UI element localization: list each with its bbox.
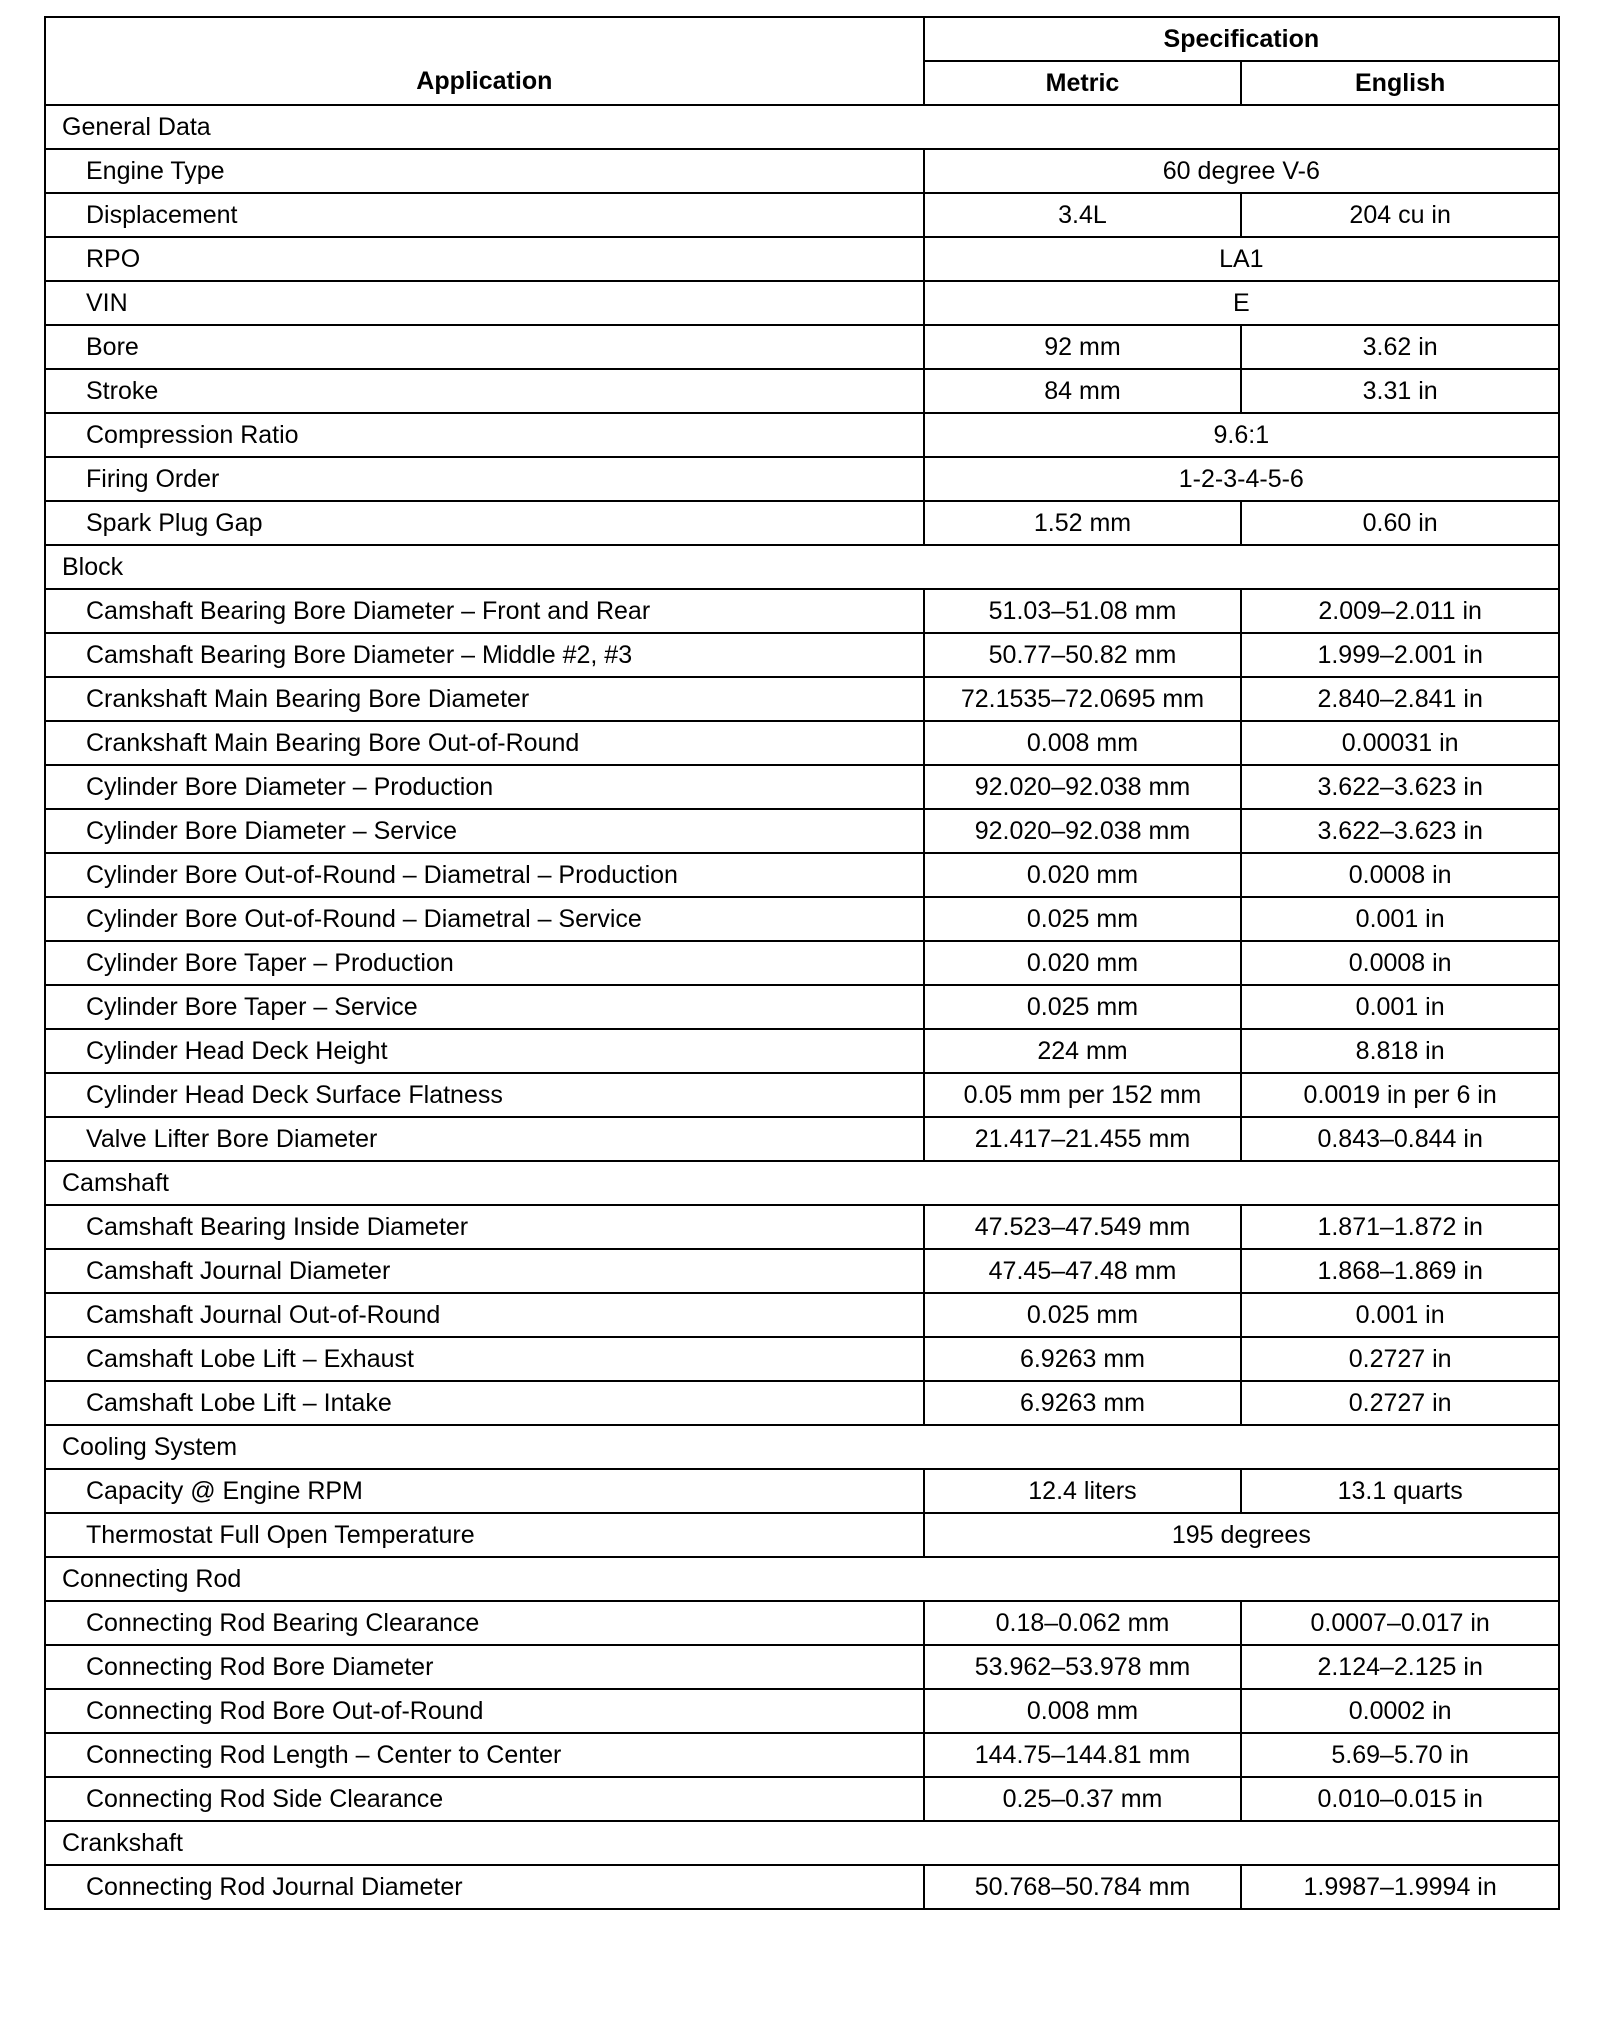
table-row bbox=[45, 853, 1559, 897]
table-row bbox=[45, 413, 1559, 457]
english-cell: 1.868–1.869 in bbox=[1241, 1249, 1559, 1293]
table-row bbox=[45, 1293, 1559, 1337]
application-cell: Connecting Rod Bore Diameter bbox=[45, 1645, 924, 1689]
english-cell: 3.622–3.623 in bbox=[1241, 809, 1559, 853]
metric-cell: 3.4L bbox=[924, 193, 1242, 237]
table-row bbox=[45, 985, 1559, 1029]
metric-cell: 0.025 mm bbox=[924, 985, 1242, 1029]
application-cell: Thermostat Full Open Temperature bbox=[45, 1513, 924, 1557]
section-row bbox=[45, 1425, 1559, 1469]
application-cell: RPO bbox=[45, 237, 924, 281]
metric-cell: 92.020–92.038 mm bbox=[924, 809, 1242, 853]
metric-cell: 92 mm bbox=[924, 325, 1242, 369]
section-row bbox=[45, 1557, 1559, 1601]
table-row bbox=[45, 149, 1559, 193]
english-cell: 1.871–1.872 in bbox=[1241, 1205, 1559, 1249]
metric-cell: 72.1535–72.0695 mm bbox=[924, 677, 1242, 721]
english-cell: 5.69–5.70 in bbox=[1241, 1733, 1559, 1777]
table-row bbox=[45, 1381, 1559, 1425]
spec-value-cell: 9.6:1 bbox=[924, 413, 1559, 457]
table-row bbox=[45, 1645, 1559, 1689]
table-row bbox=[45, 281, 1559, 325]
metric-cell: 0.18–0.062 mm bbox=[924, 1601, 1242, 1645]
table-row bbox=[45, 1205, 1559, 1249]
spec-table bbox=[44, 16, 1560, 1910]
metric-cell: 0.025 mm bbox=[924, 897, 1242, 941]
application-header: Application bbox=[45, 17, 924, 105]
english-cell: 3.622–3.623 in bbox=[1241, 765, 1559, 809]
spec-value-cell: E bbox=[924, 281, 1559, 325]
english-cell: 0.010–0.015 in bbox=[1241, 1777, 1559, 1821]
section-row bbox=[45, 1821, 1559, 1865]
metric-cell: 47.45–47.48 mm bbox=[924, 1249, 1242, 1293]
table-header bbox=[45, 17, 1559, 105]
table-body bbox=[45, 105, 1559, 1909]
application-cell: Camshaft Bearing Inside Diameter bbox=[45, 1205, 924, 1249]
english-cell: 0.60 in bbox=[1241, 501, 1559, 545]
table-row bbox=[45, 1865, 1559, 1909]
spec-value-cell: LA1 bbox=[924, 237, 1559, 281]
english-cell: 0.0019 in per 6 in bbox=[1241, 1073, 1559, 1117]
english-cell: 13.1 quarts bbox=[1241, 1469, 1559, 1513]
application-cell: Camshaft Journal Out-of-Round bbox=[45, 1293, 924, 1337]
table-row bbox=[45, 1733, 1559, 1777]
table-row bbox=[45, 1249, 1559, 1293]
table-row bbox=[45, 457, 1559, 501]
application-cell: Compression Ratio bbox=[45, 413, 924, 457]
table-row bbox=[45, 721, 1559, 765]
table-row bbox=[45, 1469, 1559, 1513]
english-cell: 8.818 in bbox=[1241, 1029, 1559, 1073]
metric-cell: 1.52 mm bbox=[924, 501, 1242, 545]
spec-value-cell: 1-2-3-4-5-6 bbox=[924, 457, 1559, 501]
application-cell: Cylinder Head Deck Height bbox=[45, 1029, 924, 1073]
metric-cell: 50.77–50.82 mm bbox=[924, 633, 1242, 677]
metric-cell: 84 mm bbox=[924, 369, 1242, 413]
application-cell: Bore bbox=[45, 325, 924, 369]
section-title: Cooling System bbox=[45, 1425, 1559, 1469]
english-cell: 0.0008 in bbox=[1241, 853, 1559, 897]
spec-value-cell: 60 degree V-6 bbox=[924, 149, 1559, 193]
metric-cell: 0.020 mm bbox=[924, 941, 1242, 985]
metric-cell: 0.008 mm bbox=[924, 1689, 1242, 1733]
table-row bbox=[45, 809, 1559, 853]
application-cell: Displacement bbox=[45, 193, 924, 237]
metric-cell: 12.4 liters bbox=[924, 1469, 1242, 1513]
section-title: Camshaft bbox=[45, 1161, 1559, 1205]
application-cell: VIN bbox=[45, 281, 924, 325]
english-cell: 0.00031 in bbox=[1241, 721, 1559, 765]
table-row bbox=[45, 501, 1559, 545]
english-cell: 0.0008 in bbox=[1241, 941, 1559, 985]
table-row bbox=[45, 369, 1559, 413]
application-cell: Crankshaft Main Bearing Bore Out-of-Round bbox=[45, 721, 924, 765]
application-cell: Spark Plug Gap bbox=[45, 501, 924, 545]
metric-cell: 0.020 mm bbox=[924, 853, 1242, 897]
metric-cell: 21.417–21.455 mm bbox=[924, 1117, 1242, 1161]
application-cell: Connecting Rod Side Clearance bbox=[45, 1777, 924, 1821]
application-cell: Valve Lifter Bore Diameter bbox=[45, 1117, 924, 1161]
application-cell: Cylinder Bore Out-of-Round – Diametral – Production bbox=[45, 853, 924, 897]
metric-cell: 51.03–51.08 mm bbox=[924, 589, 1242, 633]
metric-cell: 6.9263 mm bbox=[924, 1381, 1242, 1425]
application-cell: Crankshaft Main Bearing Bore Diameter bbox=[45, 677, 924, 721]
english-cell: 0.0007–0.017 in bbox=[1241, 1601, 1559, 1645]
english-cell: 0.001 in bbox=[1241, 897, 1559, 941]
metric-cell: 92.020–92.038 mm bbox=[924, 765, 1242, 809]
table-row bbox=[45, 677, 1559, 721]
section-title: Connecting Rod bbox=[45, 1557, 1559, 1601]
application-cell: Engine Type bbox=[45, 149, 924, 193]
section-row bbox=[45, 545, 1559, 589]
english-cell: 0.2727 in bbox=[1241, 1337, 1559, 1381]
metric-cell: 0.025 mm bbox=[924, 1293, 1242, 1337]
table-row bbox=[45, 1601, 1559, 1645]
table-row bbox=[45, 1689, 1559, 1733]
application-cell: Cylinder Bore Diameter – Service bbox=[45, 809, 924, 853]
application-cell: Connecting Rod Bore Out-of-Round bbox=[45, 1689, 924, 1733]
application-cell: Cylinder Bore Out-of-Round – Diametral – Service bbox=[45, 897, 924, 941]
section-row bbox=[45, 105, 1559, 149]
metric-cell: 0.05 mm per 152 mm bbox=[924, 1073, 1242, 1117]
table-row bbox=[45, 325, 1559, 369]
application-cell: Connecting Rod Length – Center to Center bbox=[45, 1733, 924, 1777]
english-cell: 0.0002 in bbox=[1241, 1689, 1559, 1733]
specification-header: Specification bbox=[924, 17, 1559, 61]
application-cell: Cylinder Bore Taper – Service bbox=[45, 985, 924, 1029]
spec-value-cell: 195 degrees bbox=[924, 1513, 1559, 1557]
section-title: General Data bbox=[45, 105, 1559, 149]
application-cell: Cylinder Bore Taper – Production bbox=[45, 941, 924, 985]
application-cell: Camshaft Lobe Lift – Intake bbox=[45, 1381, 924, 1425]
english-header: English bbox=[1241, 61, 1559, 105]
section-title: Block bbox=[45, 545, 1559, 589]
english-cell: 0.001 in bbox=[1241, 985, 1559, 1029]
table-row bbox=[45, 897, 1559, 941]
application-cell: Capacity @ Engine RPM bbox=[45, 1469, 924, 1513]
english-cell: 204 cu in bbox=[1241, 193, 1559, 237]
table-row bbox=[45, 237, 1559, 281]
table-row bbox=[45, 193, 1559, 237]
table-row bbox=[45, 1337, 1559, 1381]
table-row bbox=[45, 941, 1559, 985]
metric-cell: 224 mm bbox=[924, 1029, 1242, 1073]
english-cell: 1.9987–1.9994 in bbox=[1241, 1865, 1559, 1909]
metric-cell: 47.523–47.549 mm bbox=[924, 1205, 1242, 1249]
english-cell: 2.009–2.011 in bbox=[1241, 589, 1559, 633]
table-row bbox=[45, 633, 1559, 677]
table-row bbox=[45, 1073, 1559, 1117]
metric-cell: 0.25–0.37 mm bbox=[924, 1777, 1242, 1821]
table-row bbox=[45, 1777, 1559, 1821]
application-cell: Camshaft Journal Diameter bbox=[45, 1249, 924, 1293]
table-row bbox=[45, 1029, 1559, 1073]
application-cell: Camshaft Lobe Lift – Exhaust bbox=[45, 1337, 924, 1381]
english-cell: 3.31 in bbox=[1241, 369, 1559, 413]
section-row bbox=[45, 1161, 1559, 1205]
metric-header: Metric bbox=[924, 61, 1242, 105]
table-row bbox=[45, 589, 1559, 633]
english-cell: 0.843–0.844 in bbox=[1241, 1117, 1559, 1161]
metric-cell: 53.962–53.978 mm bbox=[924, 1645, 1242, 1689]
table-row bbox=[45, 1117, 1559, 1161]
application-cell: Connecting Rod Journal Diameter bbox=[45, 1865, 924, 1909]
table-row bbox=[45, 1513, 1559, 1557]
application-cell: Camshaft Bearing Bore Diameter – Front and Rear bbox=[45, 589, 924, 633]
metric-cell: 6.9263 mm bbox=[924, 1337, 1242, 1381]
section-title: Crankshaft bbox=[45, 1821, 1559, 1865]
english-cell: 3.62 in bbox=[1241, 325, 1559, 369]
application-cell: Camshaft Bearing Bore Diameter – Middle #2, #3 bbox=[45, 633, 924, 677]
table-row bbox=[45, 765, 1559, 809]
metric-cell: 144.75–144.81 mm bbox=[924, 1733, 1242, 1777]
english-cell: 0.001 in bbox=[1241, 1293, 1559, 1337]
application-cell: Cylinder Bore Diameter – Production bbox=[45, 765, 924, 809]
english-cell: 0.2727 in bbox=[1241, 1381, 1559, 1425]
application-cell: Connecting Rod Bearing Clearance bbox=[45, 1601, 924, 1645]
english-cell: 2.124–2.125 in bbox=[1241, 1645, 1559, 1689]
application-cell: Cylinder Head Deck Surface Flatness bbox=[45, 1073, 924, 1117]
application-cell: Firing Order bbox=[45, 457, 924, 501]
english-cell: 2.840–2.841 in bbox=[1241, 677, 1559, 721]
english-cell: 1.999–2.001 in bbox=[1241, 633, 1559, 677]
metric-cell: 50.768–50.784 mm bbox=[924, 1865, 1242, 1909]
application-cell: Stroke bbox=[45, 369, 924, 413]
metric-cell: 0.008 mm bbox=[924, 721, 1242, 765]
